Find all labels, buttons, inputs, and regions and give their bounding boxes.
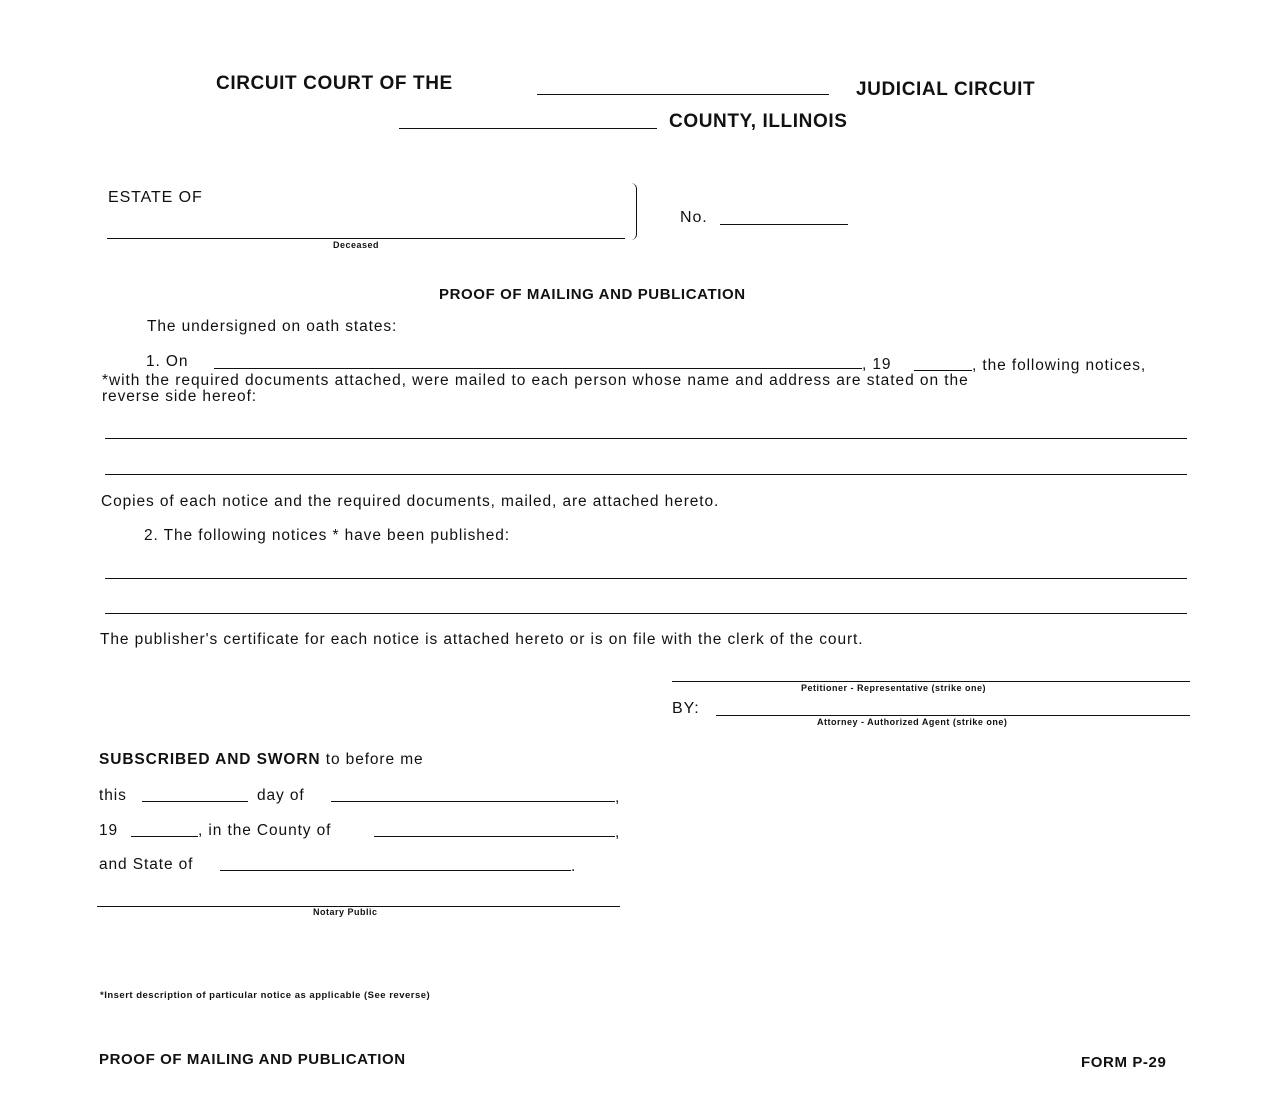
comma-1: , [615,789,621,806]
item1-year-prefix: , 19 [862,356,892,373]
by-label: BY: [672,700,700,717]
court-prefix: CIRCUIT COURT OF THE [216,73,453,94]
jurat-heading-rest: to before me [325,751,424,768]
this-label: this [99,787,127,804]
jurat-day-field[interactable] [142,783,248,802]
jurat-state-field[interactable] [220,852,571,871]
court-suffix: JUDICIAL CIRCUIT [856,79,1036,100]
attorney-signature-field[interactable] [716,697,1190,716]
county-suffix: COUNTY, ILLINOIS [669,111,848,132]
comma-2: , [615,824,621,841]
notary-label: Notary Public [313,907,378,917]
mailing-date-field[interactable] [214,350,862,369]
attorney-label: Attorney - Authorized Agent (strike one) [817,717,1008,727]
petitioner-signature-field[interactable] [672,663,1190,682]
notary-signature-field[interactable] [97,888,620,907]
day-of-label: day of [257,787,305,804]
footer-form-title: PROOF OF MAILING AND PUBLICATION [99,1051,406,1068]
mailed-notice-line-1[interactable] [105,420,1187,439]
county-field[interactable] [399,110,657,129]
case-number-label: No. [680,209,708,226]
footer-form-number: FORM P-29 [1081,1054,1167,1071]
estate-name-field[interactable] [107,220,625,239]
mailing-year-field[interactable] [914,352,972,371]
published-notice-line-2[interactable] [105,595,1187,614]
jurat-year-field[interactable] [131,818,198,837]
footnote: *Insert description of particular notice as applicable (See reverse) [100,990,431,1001]
intro-text: The undersigned on oath states: [147,318,398,335]
jurat-year-prefix: 19 [99,822,119,839]
mailed-notice-line-2[interactable] [105,456,1187,475]
jurat-heading-bold: SUBSCRIBED AND SWORN [99,751,321,768]
form-title: PROOF OF MAILING AND PUBLICATION [439,286,746,303]
jurat-county-field[interactable] [374,818,615,837]
item1-line3: reverse side hereof: [102,388,257,405]
case-number-field[interactable] [720,206,848,225]
deceased-label: Deceased [333,240,380,250]
publisher-statement: The publisher's certificate for each notice is attached hereto or is on file with the clerk of the court. [100,631,864,648]
jurat-month-field[interactable] [331,783,615,802]
period: . [571,858,577,875]
published-notice-line-1[interactable] [105,560,1187,579]
judicial-circuit-field[interactable] [537,76,829,95]
caption-brace [630,183,637,240]
copies-statement: Copies of each notice and the required documents, mailed, are attached hereto. [101,493,720,510]
estate-label: ESTATE OF [108,189,203,206]
item1-suffix: , the following notices, [972,357,1147,374]
petitioner-label: Petitioner - Representative (strike one) [801,683,987,693]
county-of-label: , in the County of [198,822,332,839]
jurat-heading [99,751,424,769]
state-of-label: and State of [99,856,194,873]
item2-text: 2. The following notices * have been published: [144,527,511,544]
item1-line2: *with the required documents attached, were mailed to each person whose name and address are stated on the [102,372,969,389]
item1-prefix: 1. On [146,353,189,370]
